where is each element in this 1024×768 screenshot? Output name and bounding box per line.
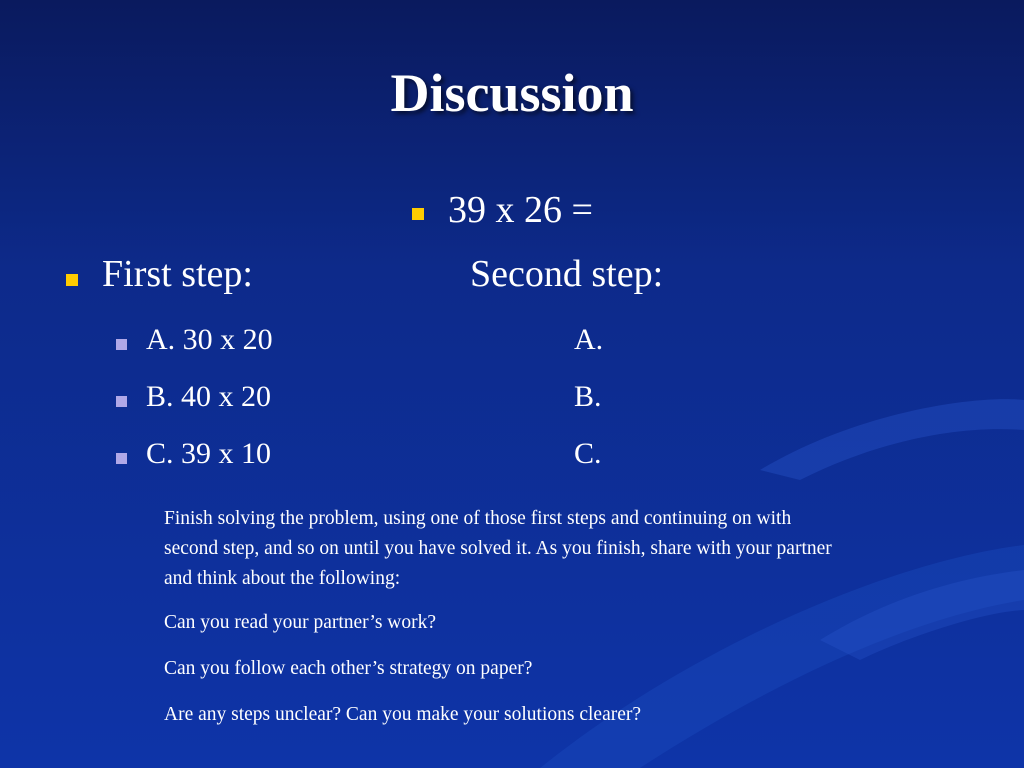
reflection-question: Can you follow each other’s strategy on paper? <box>164 658 533 679</box>
square-bullet-icon <box>116 453 127 464</box>
square-bullet-icon <box>116 339 127 350</box>
second-step-label: Second step: <box>470 253 664 295</box>
reflection-question: Can you read your partner’s work? <box>164 612 437 633</box>
second-step-option: A. <box>574 323 604 356</box>
square-bullet-icon <box>412 208 424 220</box>
problem-line <box>412 188 593 232</box>
option-text: C. 39 x 10 <box>146 437 272 470</box>
option-text: B. 40 x 20 <box>146 380 272 413</box>
problem-text: 39 x 26 = <box>448 189 593 231</box>
instructions-block <box>164 504 844 746</box>
first-step-label: First step: <box>102 253 253 295</box>
first-step-option <box>116 437 271 471</box>
second-step-option: C. <box>574 437 602 470</box>
square-bullet-icon <box>116 396 127 407</box>
first-step-heading <box>66 252 253 296</box>
instructions-text: Finish solving the problem, using one of those first steps and continuing on with second step, and so on until you have solved it. As you finish, share with your partner and think about the following: <box>164 508 832 589</box>
first-step-option <box>116 380 271 414</box>
reflection-question: Are any steps unclear? Can you make your solutions clearer? <box>164 704 642 725</box>
square-bullet-icon <box>66 274 78 286</box>
second-step-option: B. <box>574 380 602 413</box>
first-step-option <box>116 323 273 357</box>
option-text: A. 30 x 20 <box>146 323 273 356</box>
slide-title: Discussion <box>390 63 634 123</box>
